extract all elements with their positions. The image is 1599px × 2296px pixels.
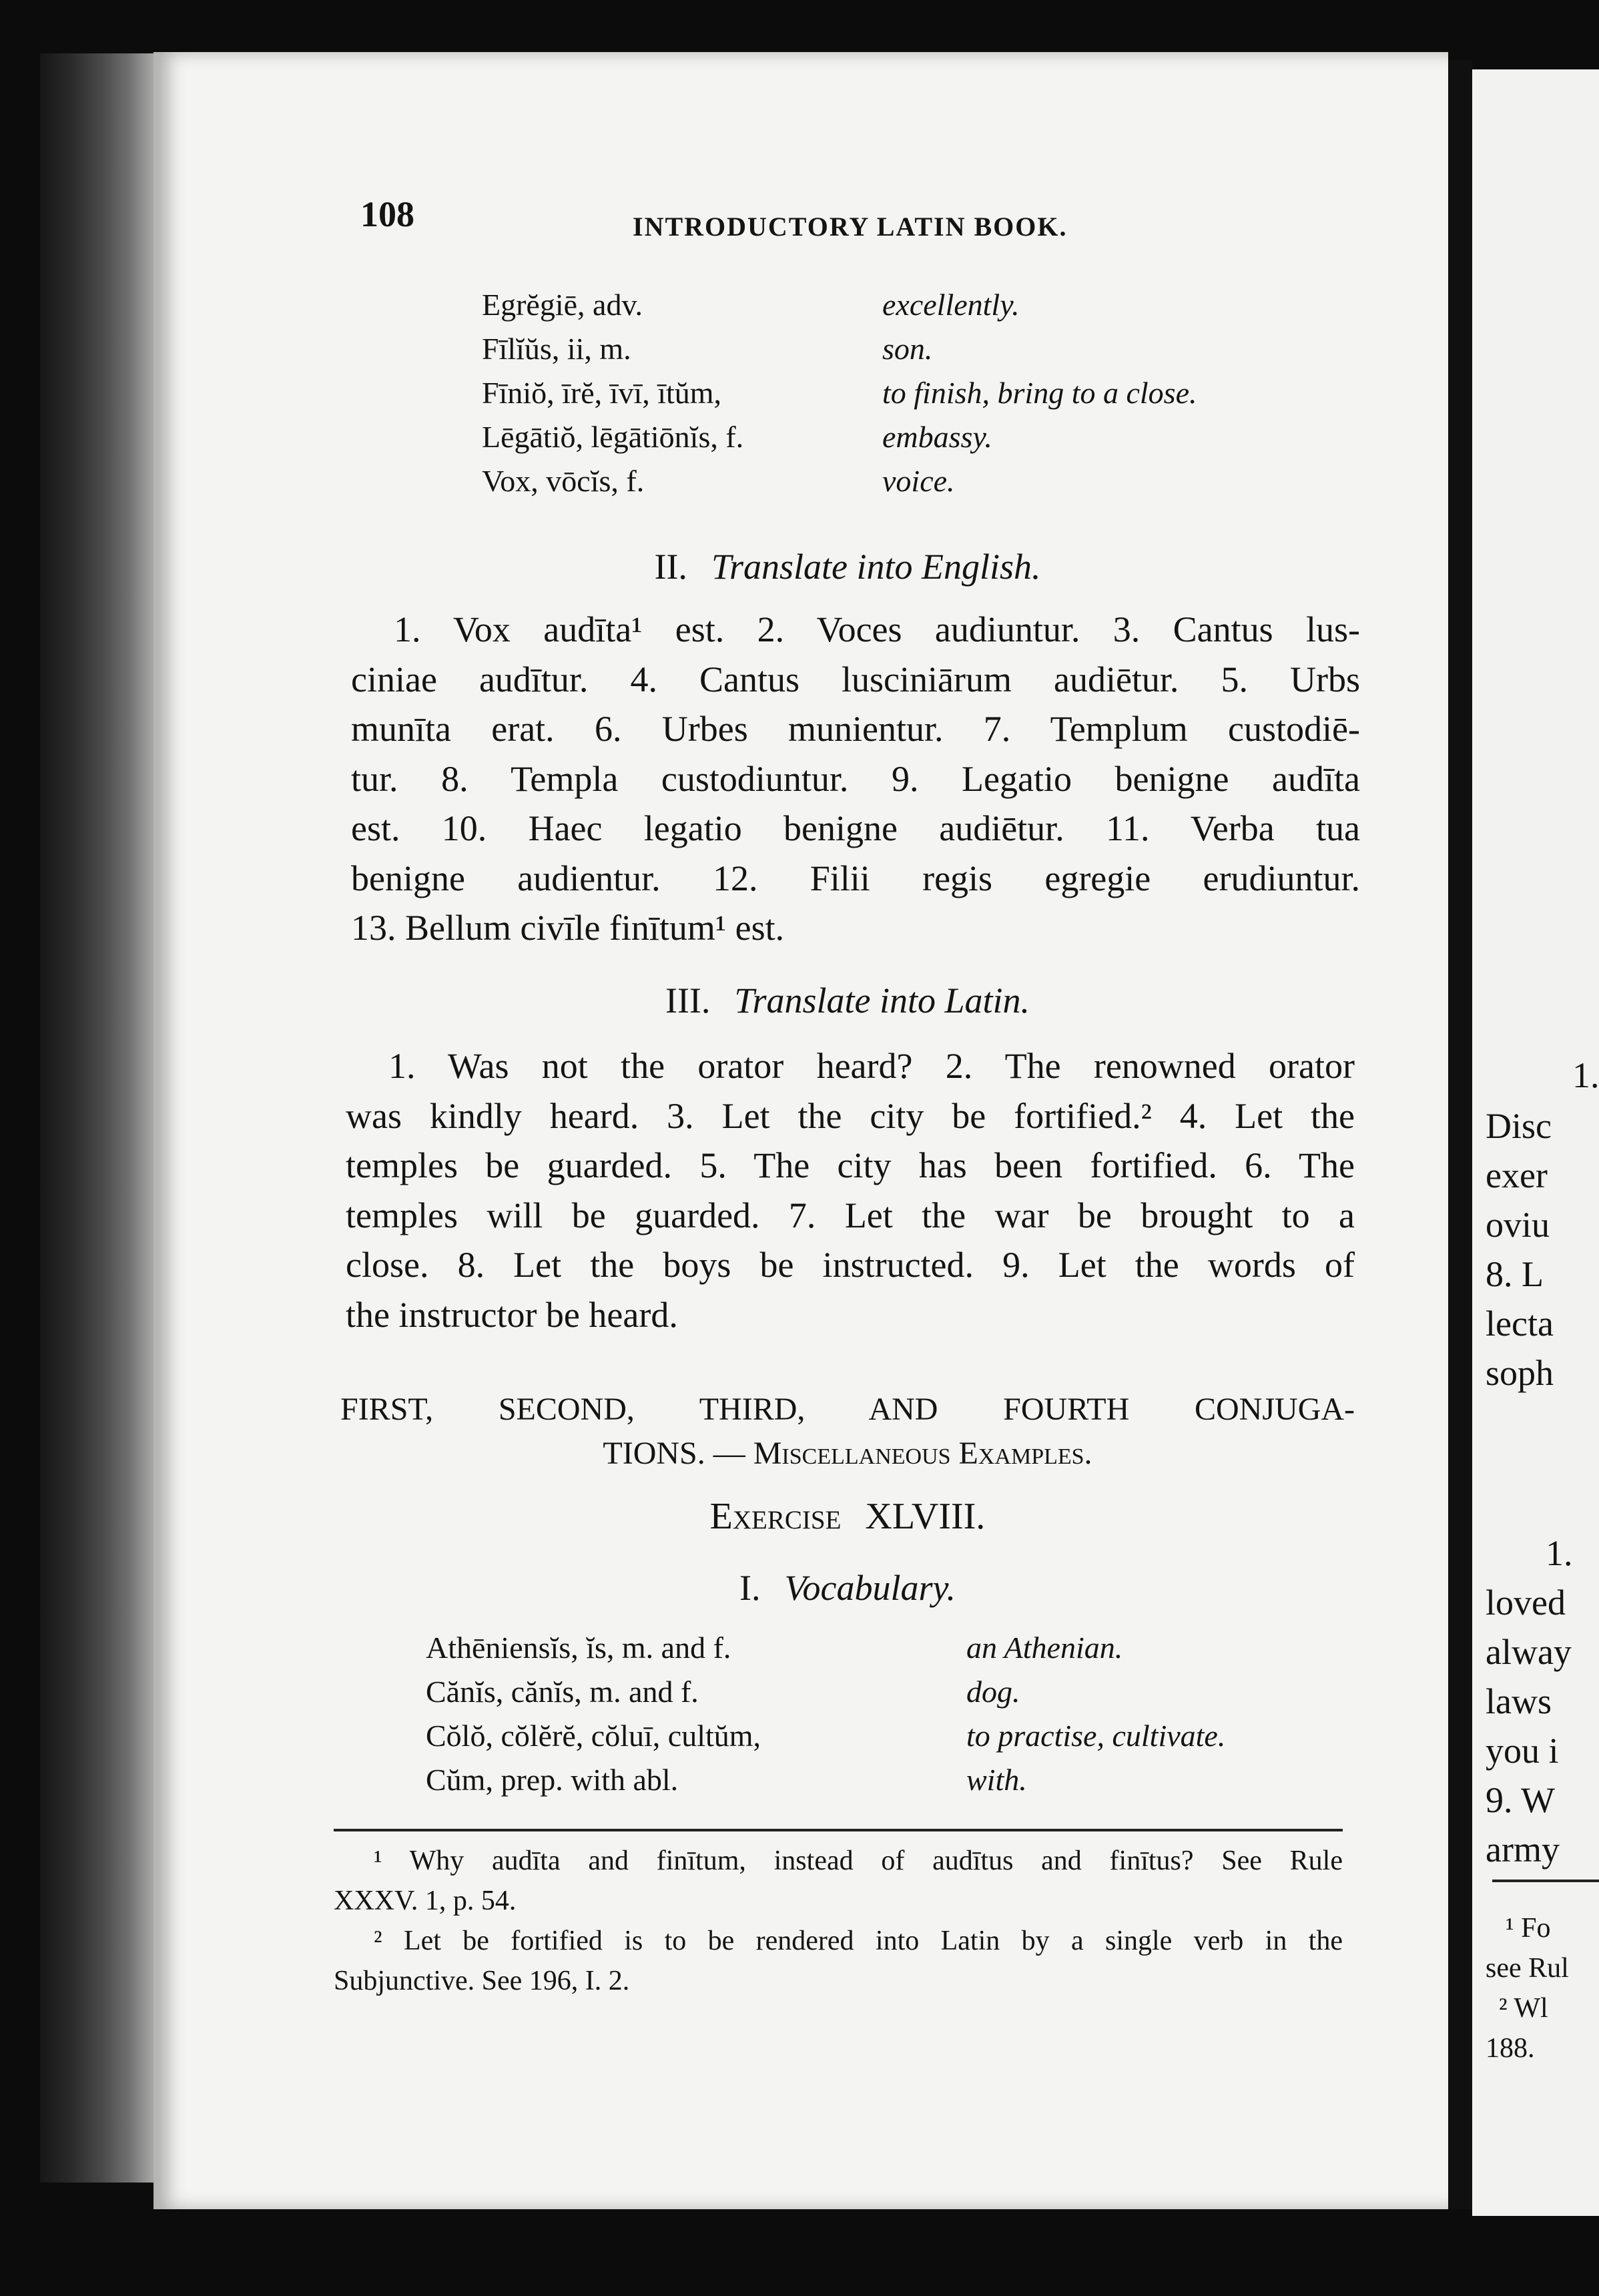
text-line: was kindly heard. 3. Let the city be fortified.² 4. Let the [346, 1095, 1355, 1136]
vocab-entry [426, 1714, 1360, 1758]
vocab-entry [482, 371, 1349, 415]
facing-line: alway [1486, 1632, 1572, 1672]
vocab-entry [482, 283, 1349, 327]
section-heading-ii [347, 546, 1348, 587]
vocab-entry [482, 459, 1349, 503]
text-line: tur. 8. Templa custodiuntur. 9. Legatio benigne audīta [351, 758, 1360, 799]
facing-note: see Rul [1486, 1953, 1569, 1984]
exercise-heading [347, 1495, 1348, 1538]
text-line: close. 8. Let the boys be instructed. 9. Let the words of [346, 1245, 1355, 1285]
vocab-latin: Fīniŏ, īrĕ, īvī, ītŭm, [482, 376, 722, 410]
vocab-entry [426, 1758, 1360, 1802]
vocab-latin: Cŏlŏ, cŏlĕrĕ, cŏluī, cultŭm, [426, 1719, 761, 1753]
vocab-english: embassy. [882, 420, 992, 454]
page-number: 108 [360, 194, 414, 234]
vocab-english: an Athenian. [966, 1631, 1123, 1665]
facing-line: loved [1486, 1583, 1566, 1623]
section-number: I. [739, 1568, 761, 1608]
exercise-number: XLVIII. [865, 1496, 986, 1537]
facing-page [1472, 69, 1599, 2216]
text-line: benigne audientur. 12. Filii regis egregie erudiuntur. [351, 858, 1360, 898]
vocab-list-top [482, 283, 1349, 503]
vocab-entry [482, 327, 1349, 371]
running-head: INTRODUCTORY LATIN BOOK. [633, 212, 1068, 242]
facing-footnote-rule [1492, 1880, 1599, 1882]
vocab-entry [426, 1670, 1360, 1714]
facing-line: Disc [1486, 1106, 1552, 1146]
facing-note: ² Wl [1499, 1993, 1548, 2024]
text-line: the instructor be heard. [346, 1294, 678, 1335]
footnote-1: ¹ Why audīta and finītum, instead of audītus and finītus? See Rule [374, 1845, 1343, 1876]
vocab-english: with. [966, 1763, 1027, 1797]
exercise-latin-text [346, 1041, 1355, 1340]
page-gutter [1448, 60, 1472, 2209]
vocab-entry [482, 415, 1349, 459]
vocab-latin: Egrĕgiē, adv. [482, 288, 643, 322]
section-heading-iii [347, 980, 1348, 1021]
facing-line: you i [1486, 1731, 1559, 1771]
facing-line: 8. L [1486, 1254, 1544, 1294]
vocab-latin: Cănĭs, cănĭs, m. and f. [426, 1675, 699, 1709]
text-line: temples will be guarded. 7. Let the war be brought to a [346, 1195, 1355, 1235]
section-title: Vocabulary. [784, 1568, 956, 1608]
facing-line: exer [1486, 1155, 1548, 1195]
exercise-label: Exercise [709, 1496, 842, 1537]
footnote-2-cont: Subjunctive. See 196, I. 2. [334, 1966, 630, 1996]
text-line: 1. Vox audīta¹ est. 2. Voces audiuntur. 3. Cantus lus- [394, 609, 1360, 649]
vocab-latin: Fīlĭŭs, ii, m. [482, 332, 631, 366]
facing-line: 1. [1546, 1533, 1573, 1573]
text-line: est. 10. Haec legatio benigne audiētur. 11. Verba tua [351, 808, 1360, 848]
conjugations-subheading [340, 1432, 1355, 1475]
facing-line: 1. [1572, 1055, 1599, 1095]
vocab-latin: Cŭm, prep. with abl. [426, 1763, 679, 1797]
vocab-english: voice. [882, 464, 955, 498]
section-title: Translate into English. [711, 547, 1041, 587]
miscellaneous-examples: Miscellaneous Examples. [753, 1436, 1092, 1471]
facing-note: ¹ Fo [1506, 1913, 1551, 1944]
conjugations-tail: TIONS. — [603, 1436, 753, 1471]
footnote-2: ² Let be fortified is to be rendered into Latin by a single verb in the [374, 1926, 1343, 1956]
facing-line: lecta [1486, 1304, 1554, 1344]
facing-line: laws [1486, 1681, 1552, 1721]
section-number: II. [654, 547, 687, 587]
section-title: Translate into Latin. [734, 980, 1030, 1021]
exercise-english-text [351, 605, 1360, 953]
vocab-english: to practise, cultivate. [966, 1719, 1226, 1753]
facing-line: oviu [1486, 1205, 1550, 1245]
facing-line: army [1486, 1829, 1560, 1870]
vocab-english: son. [882, 332, 933, 366]
text-line: 13. Bellum civīle finītum¹ est. [351, 908, 785, 948]
footnotes [334, 1841, 1343, 2001]
text-line: munīta erat. 6. Urbes munientur. 7. Templum custodiē- [351, 709, 1360, 749]
text-line: 1. Was not the orator heard? 2. The renowned orator [388, 1046, 1355, 1086]
vocab-english: excellently. [882, 288, 1020, 322]
facing-line: 9. W [1486, 1780, 1555, 1820]
vocab-latin: Vox, vōcĭs, f. [482, 464, 645, 498]
conjugations-heading: FIRST, SECOND, THIRD, AND FOURTH CONJUGA- [340, 1392, 1355, 1427]
vocab-english: to finish, bring to a close. [882, 376, 1197, 410]
vocab-latin: Athēniensĭs, ĭs, m. and f. [426, 1631, 731, 1665]
vocab-english: dog. [966, 1675, 1020, 1709]
facing-note: 188. [1486, 2033, 1535, 2064]
vocab-list-bottom [426, 1626, 1360, 1802]
text-line: ciniae audītur. 4. Cantus lusciniārum audiētur. 5. Urbs [351, 659, 1360, 699]
text-line: temples be guarded. 5. The city has been fortified. 6. The [346, 1145, 1355, 1185]
book-spine-shadow [40, 53, 153, 2183]
vocab-latin: Lēgātiŏ, lēgātiōnĭs, f. [482, 420, 744, 454]
section-number: III. [665, 980, 711, 1021]
facing-line: soph [1486, 1353, 1554, 1393]
vocab-entry [426, 1626, 1360, 1670]
vocabulary-heading [347, 1567, 1348, 1609]
footnote-1-cont: XXXV. 1, p. 54. [334, 1886, 517, 1916]
footnote-rule [334, 1829, 1343, 1831]
